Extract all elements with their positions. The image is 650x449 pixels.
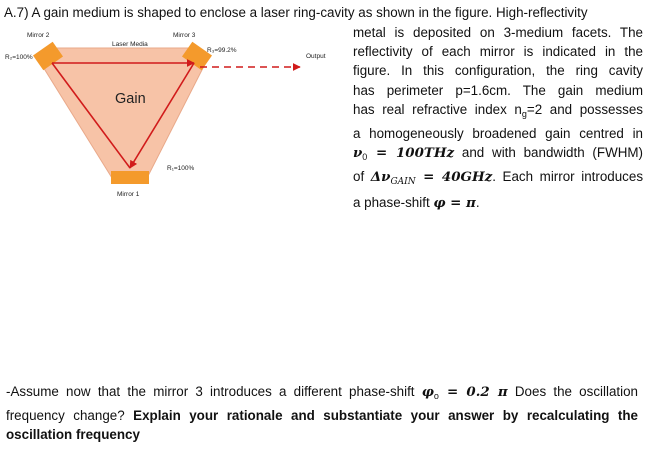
question-text: -Assume now that the mirror 3 introduces a different phase-shift: [6, 384, 422, 399]
math-phi: φ = π: [433, 194, 476, 211]
desc-text: . Each mirror introduces: [492, 169, 644, 185]
question-text: Does the oscillation: [507, 384, 638, 399]
question-text: frequency change?: [6, 408, 134, 424]
desc-text: =2 and possesses: [526, 101, 643, 117]
desc-line: figure. In this configuration, the ring cavity: [353, 63, 643, 79]
math-bandwidth-value: = 40GHz: [415, 169, 493, 186]
desc-text: has real refractive index n: [353, 101, 522, 117]
problem-heading: A.7) A gain medium is shaped to enclose a laser ring-cavity as shown in the figure. High-reflectivity: [4, 5, 588, 20]
mirror-1-label: Mirror 1: [117, 191, 140, 198]
ring-cavity-figure: [0, 28, 350, 218]
desc-text: of: [353, 169, 371, 185]
math-nu-value: = 100THz: [367, 145, 455, 162]
r1-label: R₁=100%: [167, 165, 195, 172]
math-nu: ν: [353, 145, 363, 162]
question-instruction: Explain your rationale and substantiate your answer by recalculating the: [133, 408, 638, 424]
desc-line-index: [353, 100, 643, 124]
desc-text: a phase-shift: [353, 194, 434, 210]
math-delta-nu: Δν: [370, 169, 391, 186]
subscript: g: [521, 108, 527, 119]
laser-media-label: Laser Media: [112, 41, 148, 48]
question-block: [6, 382, 638, 445]
question-line: [6, 406, 638, 425]
desc-line: reflectivity of each mirror is indicated in the: [353, 44, 643, 60]
desc-line: a homogeneously broadened gain centred in: [353, 126, 643, 142]
problem-description: [353, 23, 643, 213]
subscript: GAIN: [390, 177, 416, 188]
ring-cavity-diagram: [0, 28, 350, 218]
math-phase-value: = 0.2 π: [438, 384, 508, 400]
desc-line: has perimeter p=1.6cm. The gain medium: [353, 82, 643, 98]
desc-line: metal is deposited on 3-medium facets. The: [353, 25, 643, 40]
mirror-2-label: Mirror 2: [27, 32, 50, 39]
output-label: Output: [306, 53, 326, 60]
subscript: 0: [362, 152, 368, 163]
question-line: oscillation frequency: [6, 427, 140, 443]
r3-label: R₃=99.2%: [207, 47, 237, 54]
desc-text: and with bandwidth (FWHM): [454, 145, 643, 161]
question-line: [6, 382, 638, 406]
subscript: o: [433, 391, 439, 401]
desc-line-phase: [353, 193, 643, 213]
gain-label: Gain: [115, 91, 146, 107]
math-phi0: φ: [421, 384, 434, 400]
mirror-1-block: [111, 171, 149, 184]
desc-line-bandwidth: [353, 167, 643, 192]
desc-text: .: [475, 194, 480, 210]
r2-label: R₂=100%: [5, 54, 33, 61]
desc-line-frequency: [353, 143, 643, 167]
mirror-3-label: Mirror 3: [173, 32, 196, 39]
